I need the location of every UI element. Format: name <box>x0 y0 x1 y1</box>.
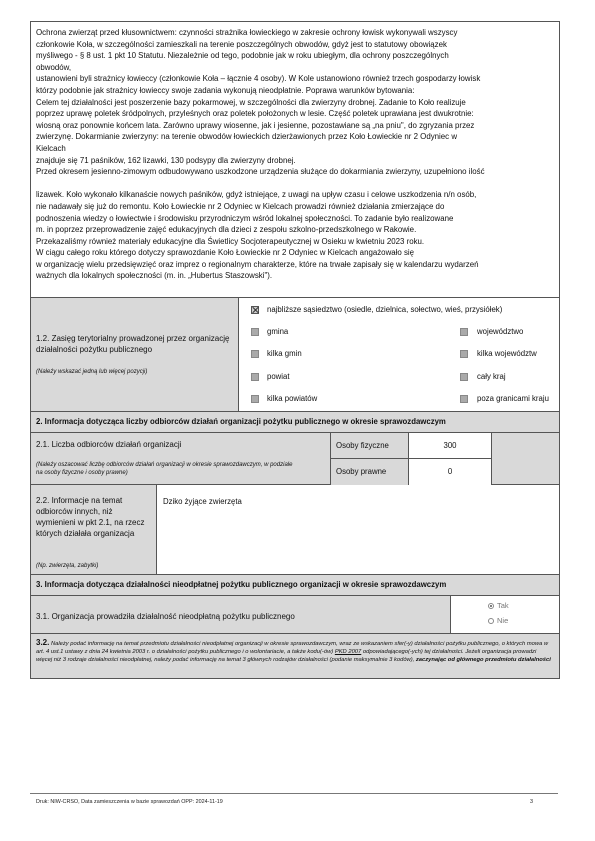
territorial-scope-row <box>31 298 559 412</box>
yes-radio-label: Tak <box>497 601 509 610</box>
description-line: Przed okresem jesienno-zimowym odbudowywano uszkodzone urządzenia służące do dokarmiania zwierzyny, uzupełniono ilość <box>36 167 485 177</box>
other-recipients-note: (Np. zwierzęta, zabytki) <box>36 563 99 569</box>
section-3-title: 3. Informacja dotycząca działalności nieodpłatnej pożytku publicznego organizacji w okresie sprawozdawczym <box>36 580 447 589</box>
option-abroad-label: poza granicami kraju <box>477 394 549 403</box>
report-form <box>30 21 560 679</box>
non-paid-activity-row <box>31 596 559 634</box>
description-line: nie nadawały się już do remontu. Koło Łowieckie nr 2 Odyniec w Kielcach prowadzi również działania zmierzające do <box>36 201 445 211</box>
description-line: myśliwego - § 8 ust. 1 pkt 10 Statutu. Niezależnie od tego, podobnie jak w roku ubiegłym, dla ochrony poszczególnych <box>36 51 449 61</box>
description-line: ustanowieni byli strażnicy łowieccy (członkowie Koła – łącznie 4 osoby). W Kole ustanowiono również trzech gospodarzy łowisk <box>36 74 481 84</box>
territorial-scope-label: 1.2. Zasięg terytorialny prowadzonej przez organizację działalności pożytku publicznego <box>36 334 230 354</box>
legal-persons-label-cell <box>331 459 409 485</box>
other-recipients-field[interactable] <box>157 485 559 574</box>
option-several-gminas-label: kilka gmin <box>267 349 302 358</box>
description-line: Kielcach <box>36 143 66 153</box>
option-powiat-checkbox[interactable] <box>251 373 259 381</box>
description-line: ważnych dla lokalnych społeczności (m. in. „Hubertus Staszowski"). <box>36 271 273 281</box>
other-recipients-label: 2.2. Informacje na temat odbiorców innych, niż wymienieni w pkt 2.1, na rzecz których działała organizacja <box>36 496 145 538</box>
recipients-count-label-cell <box>31 433 331 484</box>
option-gmina-label: gmina <box>267 327 289 336</box>
description-blank-line <box>36 178 554 190</box>
option-neighbourhood-label: najbliższe sąsiedztwo (osiedle, dzielnica, sołectwo, wieś, przysiółek) <box>267 305 503 314</box>
territorial-scope-label-cell <box>31 298 239 411</box>
description-line: Celem tej działalności jest poszerzenie bazy pokarmowej, w szczególności dla zwierzyny drobnej. Zadanie to Koło realizuje <box>36 97 466 107</box>
description-line: W ciągu całego roku którego dotyczy sprawozdanie Koło Łowieckie nr 2 Odyniec w Kielcach angażowało się <box>36 248 415 258</box>
non-paid-activity-label: 3.1. Organizacja prowadziła działalność nieodpłatną pożytku publicznego <box>36 612 295 621</box>
option-abroad-checkbox[interactable] <box>460 395 468 403</box>
footer-divider <box>30 793 558 794</box>
footer-print-info: Druk: NIW-CRSO, Data zamieszczenia w bazie sprawozdań OPP: 2024-11-19 <box>36 799 223 805</box>
option-several-powiats-label: kilka powiatów <box>267 394 318 403</box>
no-radio[interactable] <box>488 618 494 624</box>
description-line: wiosną oraz ponownie końcem lata. Zarówno uprawy wiosenne, jak i jesienne, pozostawiane są „na pniu", do zgryzania przez <box>36 120 475 130</box>
description-line: którzy podobnie jak strażnicy łowieccy swoje zadania wykonują nieodpłatnie. Poprawa warunków bytowania: <box>36 85 415 95</box>
activity-description <box>31 22 559 298</box>
option-whole-country-checkbox[interactable] <box>460 373 468 381</box>
page-number: 3 <box>530 799 533 805</box>
legal-persons-value: 0 <box>447 467 453 476</box>
description-line: Przekazaliśmy również materiały edukacyjne dla Świetlicy Socjoterapeutycznej w Osieku w kwietniu 2023 roku. <box>36 236 425 246</box>
recipients-count-note: (Należy oszacować liczbę odbiorców działań organizacji w okresie sprawozdawczym, w podziale na osoby fizyczne i osoby prawne) <box>36 462 293 476</box>
territorial-scope-note: (Należy wskazać jedną lub więcej pozycji) <box>36 369 148 375</box>
recipients-count-values <box>331 433 559 484</box>
non-paid-activity-label-cell <box>31 596 451 633</box>
description-line: znajduje się 71 paśników, 162 lizawki, 130 podsypy dla zwierzyny drobnej. <box>36 155 296 165</box>
option-voivodeship-checkbox[interactable] <box>460 328 468 336</box>
description-line: lizawek. Koło wykonało kilkanaście nowych paśników, gdyż istniejące, z uwagi na upływ czasu i celowe uszkodzenia n/n osób, <box>36 190 477 200</box>
no-radio-label: Nie <box>497 616 509 625</box>
description-line: poprzez uprawę poletek śródpolnych, przyleśnych oraz poletek położonych w lesie. Część poletek uprawiana jest dwukrotnie: <box>36 109 474 119</box>
option-gmina-checkbox[interactable] <box>251 328 259 336</box>
description-line: podnoszenia wiedzy o łowiectwie i środowisku przyrodniczym wśród lokalnej społeczności. To zadanie było realizowane <box>36 213 454 223</box>
option-whole-country-label: cały kraj <box>477 372 506 381</box>
option-powiat-label: powiat <box>267 372 290 381</box>
option-neighbourhood-checkbox[interactable] <box>251 306 259 314</box>
recipients-count-row <box>31 433 559 485</box>
instruction-text-emphasis: zaczynając od głównego przedmiotu działalności <box>415 657 551 664</box>
other-recipients-value: Dziko żyjące zwierzęta <box>163 497 242 506</box>
option-several-voivodeships-label: kilka województw <box>477 349 537 358</box>
other-recipients-label-cell <box>31 485 157 574</box>
description-line: m. in poprzez przeprowadzenie zajęć edukacyjnych dla dzieci z zespołu szkolno-przedszkolnego w Rakowie. <box>36 225 417 235</box>
description-line: w organizację wielu przedsięwzięć oraz imprez o regionalnym charakterze, które na trwałe zapisały się w kalendarzu wydarzeń <box>36 259 479 269</box>
natural-persons-field[interactable] <box>409 433 492 459</box>
legal-persons-label: Osoby prawne <box>336 467 387 476</box>
non-paid-activity-details-row <box>31 634 559 678</box>
instruction-text-part-2: odpowiadającego(-ych) tej działalności. Jeżeli organizacja prowadzi więcej niż 3 rodzaje działalności nieodpłatnej, należy podać informację na temat 3 głównych rodzajów działalności (podanie maksymalnie 3 kodów), <box>36 649 537 664</box>
section-2-header <box>31 412 559 433</box>
non-paid-activity-options <box>451 596 559 633</box>
option-several-voivodeships-checkbox[interactable] <box>460 350 468 358</box>
non-paid-activity-details-instructions <box>36 639 552 665</box>
question-number: 3.2. <box>36 638 50 647</box>
section-2-title: 2. Informacja dotycząca liczby odbiorców działań organizacji pożytku publicznego w okresie sprawozdawczym <box>36 417 446 426</box>
description-line: Ochrona zwierząt przed kłusownictwem: czynności strażnika łowieckiego w zakresie ochrony łowisk wykonywali wszyscy <box>36 28 458 37</box>
recipients-count-label: 2.1. Liczba odbiorców działań organizacji <box>36 440 182 449</box>
natural-persons-value: 300 <box>443 441 457 450</box>
natural-persons-label: Osoby fizyczne <box>336 441 389 450</box>
instruction-text-part-1: Należy podać informację na temat przedmiotu działalności nieodpłatnej organizacji w okresie sprawozdawczym, wraz ze wskazaniem sfer(-y) działalności pożytku publicznego, o których mowa w art. 4 ust.1 ustawy z dnia 24 kwietnia 2003 r. o działalności pożytku publicznego i o wolontariacie, a także kodu(-ów) <box>36 641 549 656</box>
pkd-2007-link[interactable]: PKD 2007 <box>334 649 362 656</box>
natural-persons-label-cell <box>331 433 409 459</box>
other-recipients-row <box>31 485 559 575</box>
description-line: obwodów, <box>36 62 72 72</box>
option-voivodeship-label: województwo <box>477 327 524 336</box>
option-several-gminas-checkbox[interactable] <box>251 350 259 358</box>
option-several-powiats-checkbox[interactable] <box>251 395 259 403</box>
legal-persons-field[interactable] <box>409 459 492 485</box>
description-line: członkowie Koła, w szczególności zamieszkali na terenie poszczególnych obwodów, gdyż jest to statutowy obowiązek <box>36 39 447 49</box>
description-line: zwierzynę. Dokarmianie zwierzyny: na terenie obwodów łowieckich dzierżawionych przez Koło Łowieckie nr 2 Odyniec w <box>36 132 458 142</box>
yes-radio[interactable] <box>488 603 494 609</box>
territorial-scope-options <box>239 298 559 411</box>
section-3-header <box>31 575 559 596</box>
